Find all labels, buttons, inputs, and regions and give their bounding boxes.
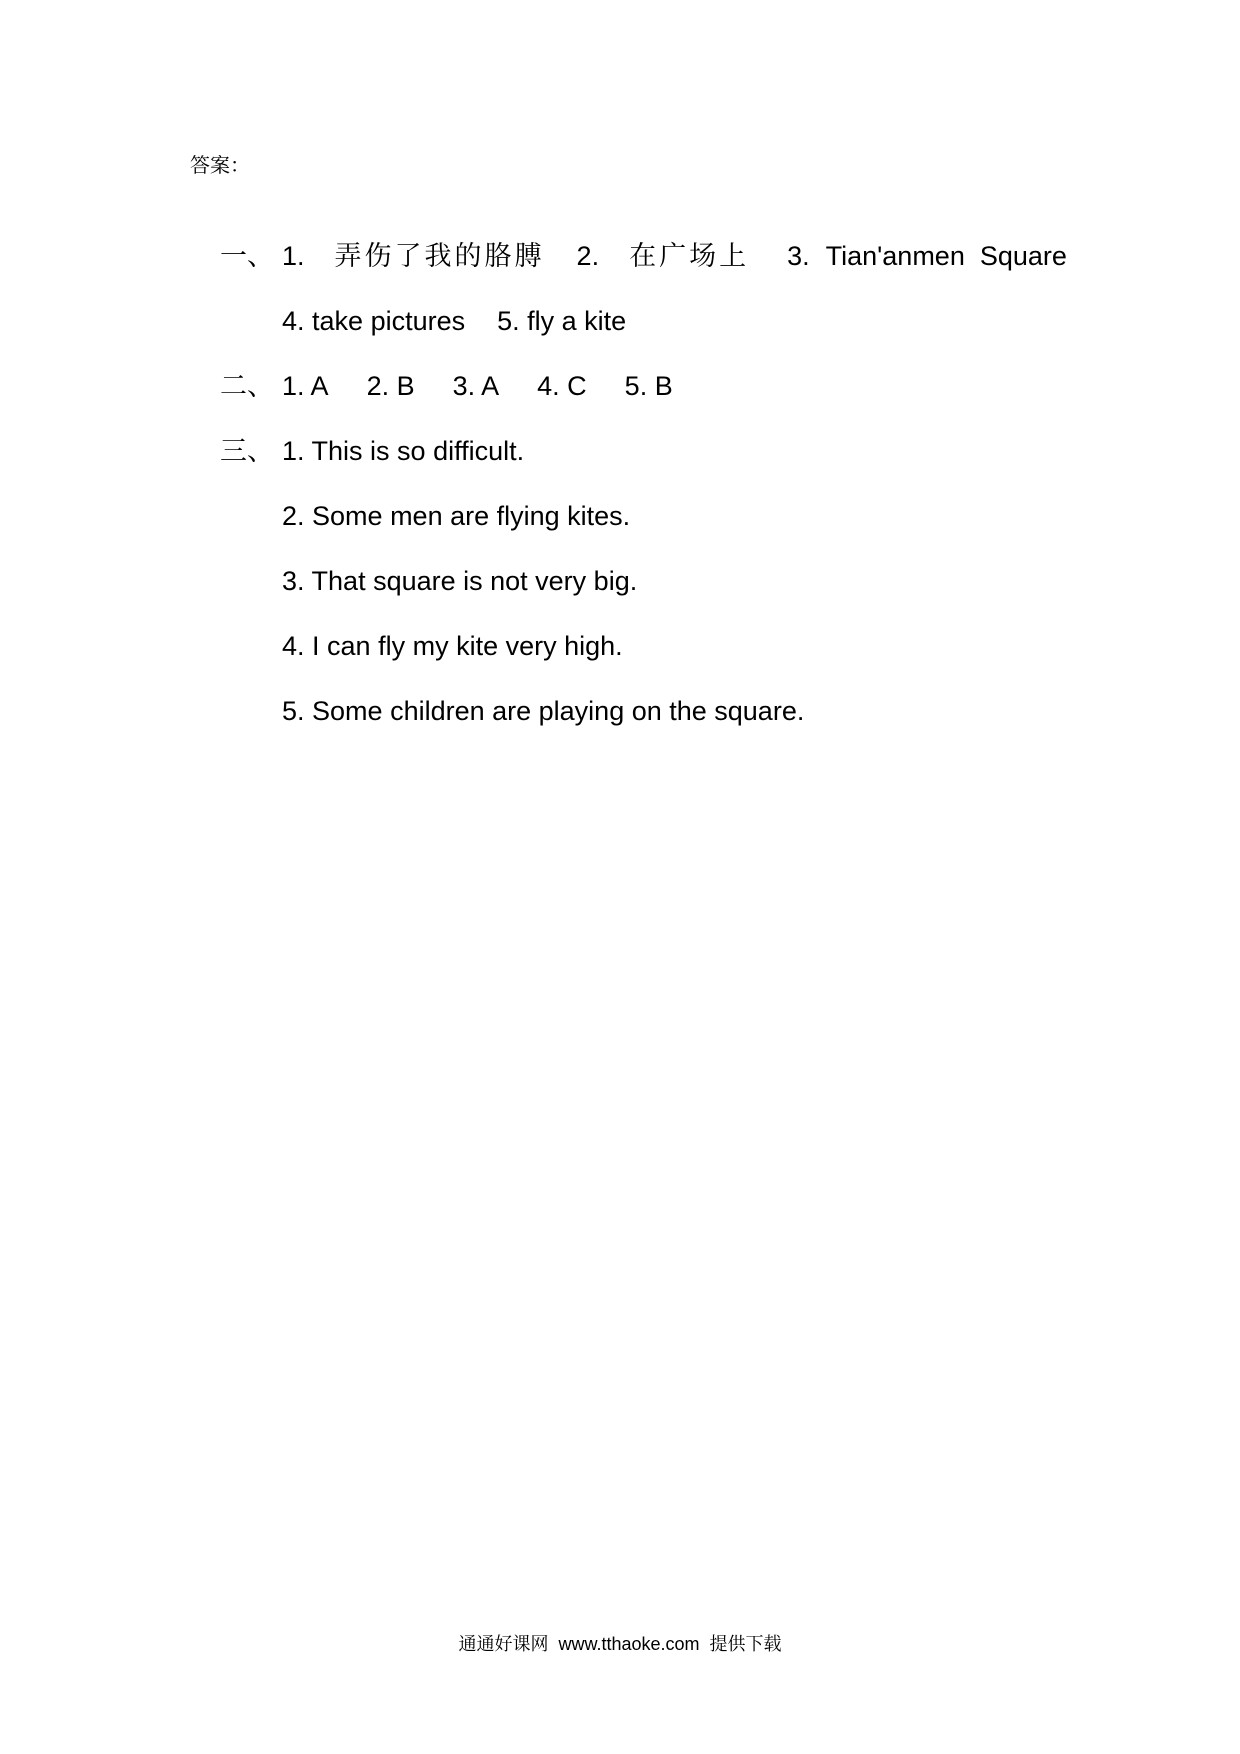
page-footer <box>0 1630 1240 1658</box>
s2-answer-4: 4. C <box>537 371 587 401</box>
s1-q4-answer: 4. take pictures <box>282 306 466 336</box>
answer-heading: 答案： <box>190 155 250 177</box>
section2-marker: 二、 <box>220 371 275 401</box>
s3-sentence-3: 3. That square is not very big. <box>282 566 638 596</box>
section1-marker: 一、 <box>220 241 275 271</box>
s1-q1-number: 1. <box>282 241 305 271</box>
s1-q5-answer: 5. fly a kite <box>497 306 627 336</box>
footer-site-name: 通通好课网 <box>458 1634 549 1654</box>
footer-url: www.tthaoke.com <box>558 1634 700 1654</box>
s2-answer-3: 3. A <box>452 371 500 401</box>
s2-answer-2: 2. B <box>366 371 415 401</box>
s3-sentence-4: 4. I can fly my kite very high. <box>282 631 623 661</box>
s3-sentence-1: 1. This is so difficult. <box>282 436 525 466</box>
footer-suffix: 提供下载 <box>709 1634 782 1654</box>
section3-marker: 三、 <box>220 436 275 466</box>
s1-q3-answer: Tian'anmen Square <box>825 241 1067 271</box>
s1-q3-number: 3. <box>787 241 810 271</box>
s2-answer-5: 5. B <box>624 371 673 401</box>
s2-answer-1: 1. A <box>282 371 329 401</box>
s3-sentence-5: 5. Some children are playing on the square. <box>282 696 805 726</box>
s1-q2-answer: 在广场上 <box>629 241 750 271</box>
s1-q1-answer: 弄伤了我的胳膊 <box>334 241 545 271</box>
section3-row5 <box>252 651 804 771</box>
s3-sentence-2: 2. Some men are flying kites. <box>282 501 631 531</box>
s1-q2-number: 2. <box>576 241 600 271</box>
